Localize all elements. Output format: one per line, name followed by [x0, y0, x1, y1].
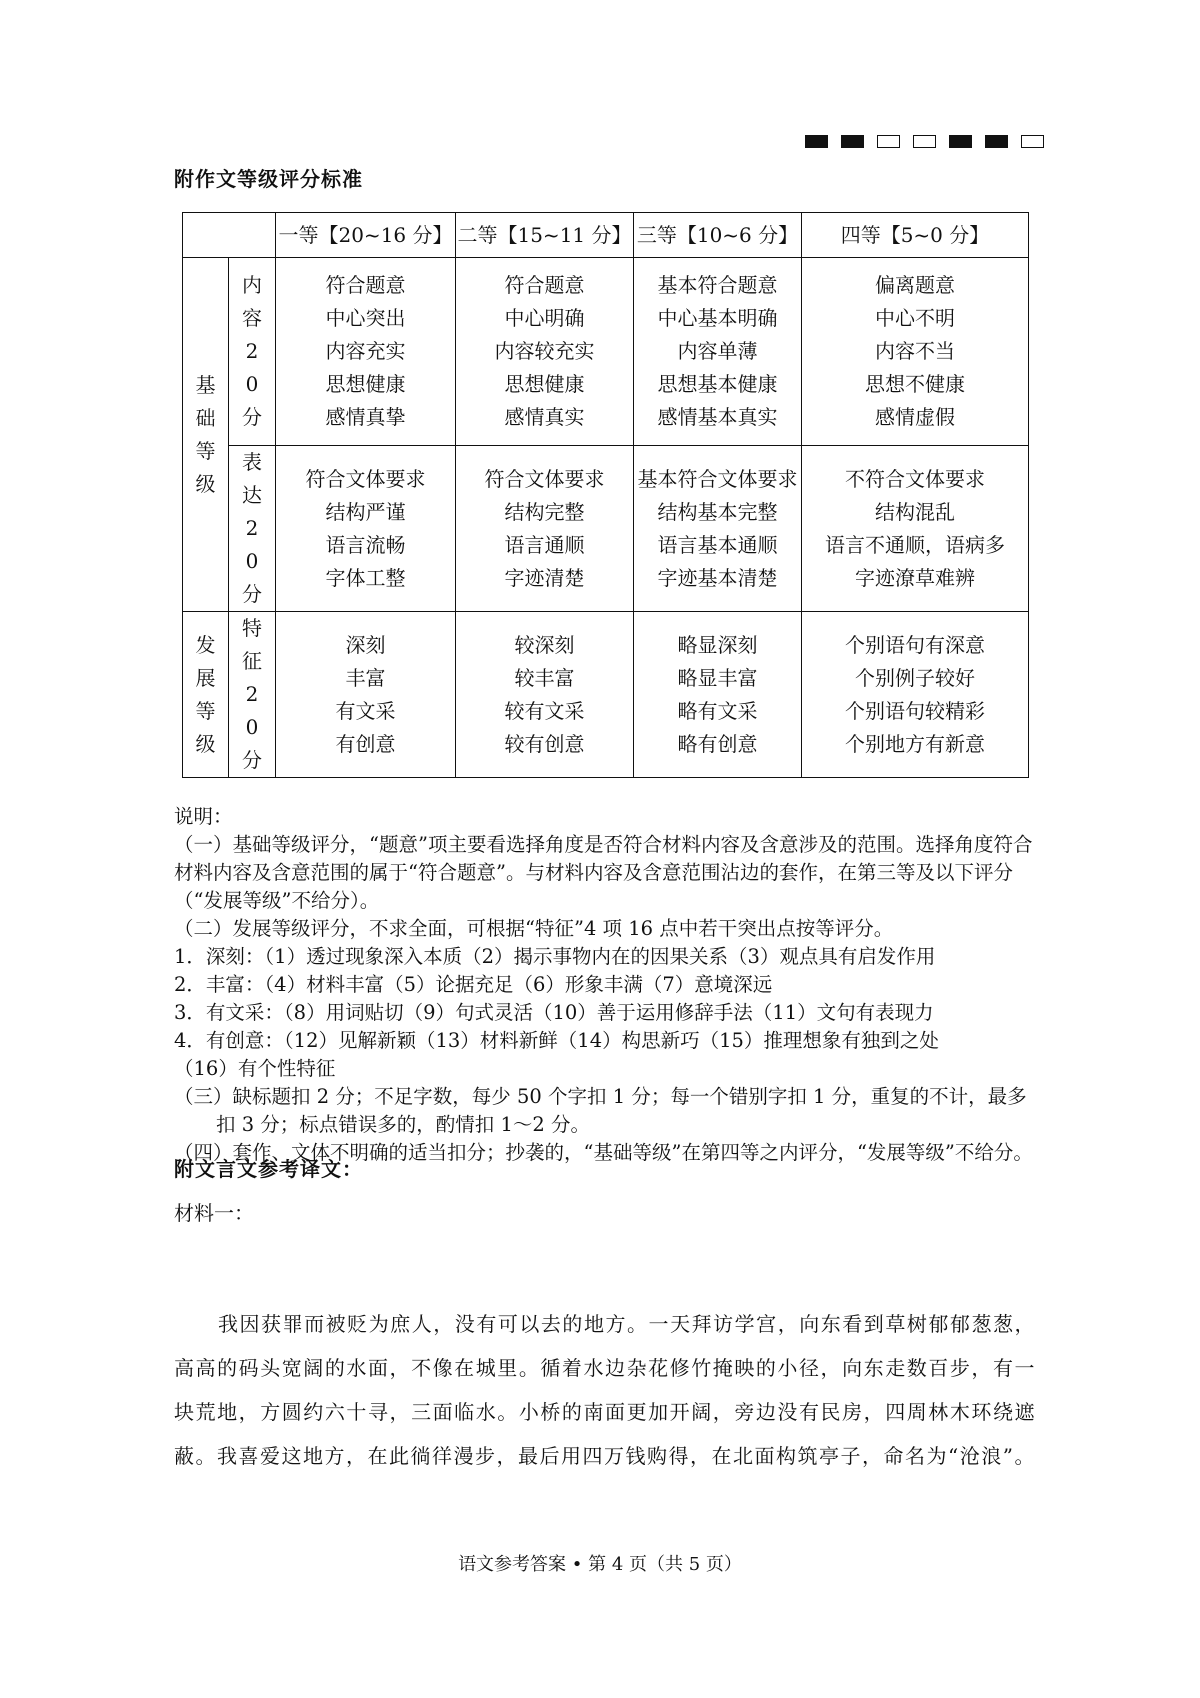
row-label-cell: [229, 446, 276, 612]
row-label: 特征20分: [242, 616, 262, 772]
row-label-cell: [229, 612, 276, 778]
filled-square-mark: [949, 135, 972, 148]
rubric-criterion: 结构严谨: [325, 499, 406, 524]
rubric-criterion: 基本符合文体要求: [637, 466, 798, 491]
rubric-criterion: 结构混乱: [875, 499, 955, 524]
rubric-cell: [634, 446, 802, 612]
rubric-criterion: 结构完整: [504, 499, 585, 524]
rubric-criterion: 语言不通顺，语病多: [825, 532, 1005, 557]
column-header: 二等【15~11 分】: [456, 213, 634, 258]
rubric-criterion: 感情虚假: [875, 405, 955, 429]
group-label-cell: [183, 258, 229, 612]
rubric-criterion: 个别语句有深意: [845, 632, 985, 657]
rubric-criterion: 语言基本通顺: [657, 532, 778, 557]
rubric-criterion: 内容较充实: [494, 339, 595, 363]
group-label: 发展等级: [195, 632, 216, 756]
group-label-cell: [183, 612, 229, 778]
rubric-criterion: 结构基本完整: [657, 499, 778, 524]
rubric-cell: [456, 446, 634, 612]
page-footer: 语文参考答案 • 第 4 页（共 5 页）: [458, 1554, 742, 1575]
column-header: 四等【5~0 分】: [802, 213, 1029, 258]
rubric-criterion: 略显丰富: [677, 665, 758, 690]
rubric-cell: [802, 612, 1029, 778]
rubric-criterion: 有创意: [335, 731, 396, 756]
rubric-criterion: 内容单薄: [677, 339, 758, 363]
note-basic-level: （一）基础等级评分，“题意”项主要看选择角度是否符合材料内容及含意涉及的范围。选择角度符合材料内容及含意范围的属于“符合题意”。与材料内容及含意范围沾边的套作，在第三等及以下评分（“发展等级”不给分）。: [174, 833, 1033, 912]
rubric-criterion: 思想健康: [504, 372, 585, 396]
rubric-criterion: 字迹基本清楚: [657, 565, 778, 590]
rubric-criterion: 符合题意: [504, 273, 585, 297]
translation-title: 附文言文参考译文：: [174, 1157, 363, 1181]
rubric-criterion: 较有文采: [504, 698, 585, 723]
row-label-cell: [229, 258, 276, 446]
rubric-criterion: 基本符合题意: [657, 273, 778, 297]
rubric-criterion: 符合文体要求: [305, 466, 426, 491]
translation-paragraph: 我因获罪而被贬为庶人，没有可以去的地方。一天拜访学宫，向东看到草树郁郁葱葱，高高的码头宽阔的水面，不像在城里。循着水边杂花修竹掩映的小径，向东走数百步，有一块荒地，方圆约六十寻，三面临水。小桥的南面更加开阔，旁边没有民房，四周林木环绕遮蔽。我喜爱这地方，在此徜徉漫步，最后用四万钱购得，在北面构筑亭子，命名为“沧浪”。: [174, 1312, 1036, 1468]
rubric-criterion: 字体工整: [325, 565, 406, 590]
page-marker-squares: [805, 135, 1057, 148]
rubric-criterion: 语言通顺: [504, 532, 585, 557]
column-header: 三等【10~6 分】: [634, 213, 802, 258]
material-label: 材料一：: [174, 1201, 254, 1225]
rubric-criterion: 感情基本真实: [657, 405, 778, 429]
empty-square-mark: [913, 135, 936, 148]
rubric-criterion: 字迹清楚: [504, 565, 585, 590]
rubric-criterion: 感情真挚: [325, 405, 406, 429]
rubric-criterion: 个别例子较好: [855, 665, 975, 690]
rubric-criterion: 偏离题意: [875, 273, 955, 297]
row-label: 内容20分: [242, 273, 262, 429]
rubric-cell: [802, 446, 1029, 612]
empty-square-mark: [1021, 135, 1044, 148]
rubric-criterion: 略有创意: [677, 731, 758, 756]
note-plagiarism: （四）套作、文体不明确的适当扣分；抄袭的，“基础等级”在第四等之内评分，“发展等级”不给分。: [174, 1141, 1033, 1164]
rubric-criterion: 内容不当: [875, 339, 955, 363]
rubric-criterion: 符合文体要求: [484, 466, 605, 491]
empty-square-mark: [877, 135, 900, 148]
rubric-criterion: 较有创意: [504, 731, 585, 756]
group-label: 基础等级: [195, 372, 216, 496]
row-label: 表达20分: [242, 450, 262, 606]
rubric-criterion: 思想基本健康: [657, 372, 778, 396]
filled-square-mark: [841, 135, 864, 148]
rubric-title: 附作文等级评分标准: [174, 167, 363, 191]
rubric-criterion: 中心基本明确: [657, 306, 778, 330]
rubric-criterion: 符合题意: [325, 273, 406, 297]
rubric-criterion: 深刻: [345, 632, 386, 657]
grading-rubric-table: [182, 212, 1029, 778]
rubric-cell: [276, 612, 456, 778]
rubric-criterion: 较深刻: [514, 632, 575, 657]
rubric-criterion: 语言流畅: [325, 532, 406, 557]
rubric-criterion: 丰富: [345, 665, 386, 690]
rubric-criterion: 较丰富: [514, 665, 575, 690]
feature-item-personality: （16）有个性特征: [174, 1057, 336, 1080]
rubric-cell: [276, 258, 456, 446]
note-deductions: （三）缺标题扣 2 分；不足字数，每少 50 个字扣 1 分；每一个错别字扣 1 分，重复的不计，最多扣 3 分；标点错误多的，酌情扣 1～2 分。: [174, 1085, 1027, 1136]
note-development-level: （二）发展等级评分，不求全面，可根据“特征”4 项 16 点中若干突出点按等评分。: [174, 917, 894, 940]
rubric-criterion: 略有文采: [677, 698, 758, 723]
rubric-criterion: 略显深刻: [677, 632, 758, 657]
notes-heading: 说明：: [174, 805, 233, 828]
rubric-cell: [456, 612, 634, 778]
rubric-cell: [634, 612, 802, 778]
feature-item-creativity: 4．有创意：（12）见解新颖（13）材料新鲜（14）构思新巧（15）推理想象有独到之处: [174, 1029, 939, 1052]
column-header: 一等【20~16 分】: [276, 213, 456, 258]
rubric-criterion: 内容充实: [325, 339, 406, 363]
rubric-criterion: 有文采: [335, 698, 396, 723]
feature-item-depth: 1．深刻：（1）透过现象深入本质（2）揭示事物内在的因果关系（3）观点具有启发作用: [174, 945, 936, 968]
scoring-notes: [174, 803, 1044, 1167]
rubric-criterion: 思想不健康: [865, 372, 965, 396]
rubric-cell: [276, 446, 456, 612]
rubric-cell: [456, 258, 634, 446]
rubric-criterion: 中心突出: [325, 306, 406, 330]
rubric-criterion: 思想健康: [325, 372, 406, 396]
rubric-criterion: 中心明确: [504, 306, 585, 330]
rubric-criterion: 个别语句较精彩: [845, 698, 985, 723]
feature-item-richness: 2．丰富：（4）材料丰富（5）论据充足（6）形象丰满（7）意境深远: [174, 973, 773, 996]
rubric-cell: [634, 258, 802, 446]
feature-item-literary: 3．有文采：（8）用词贴切（9）句式灵活（10）善于运用修辞手法（11）文句有表现力: [174, 1001, 934, 1024]
header-empty-cell: [183, 213, 276, 258]
rubric-criterion: 感情真实: [504, 405, 585, 429]
rubric-criterion: 字迹潦草难辨: [855, 565, 975, 590]
rubric-criterion: 不符合文体要求: [845, 466, 985, 491]
filled-square-mark: [985, 135, 1008, 148]
rubric-criterion: 个别地方有新意: [845, 731, 985, 756]
rubric-criterion: 中心不明: [875, 306, 955, 330]
rubric-cell: [802, 258, 1029, 446]
filled-square-mark: [805, 135, 828, 148]
